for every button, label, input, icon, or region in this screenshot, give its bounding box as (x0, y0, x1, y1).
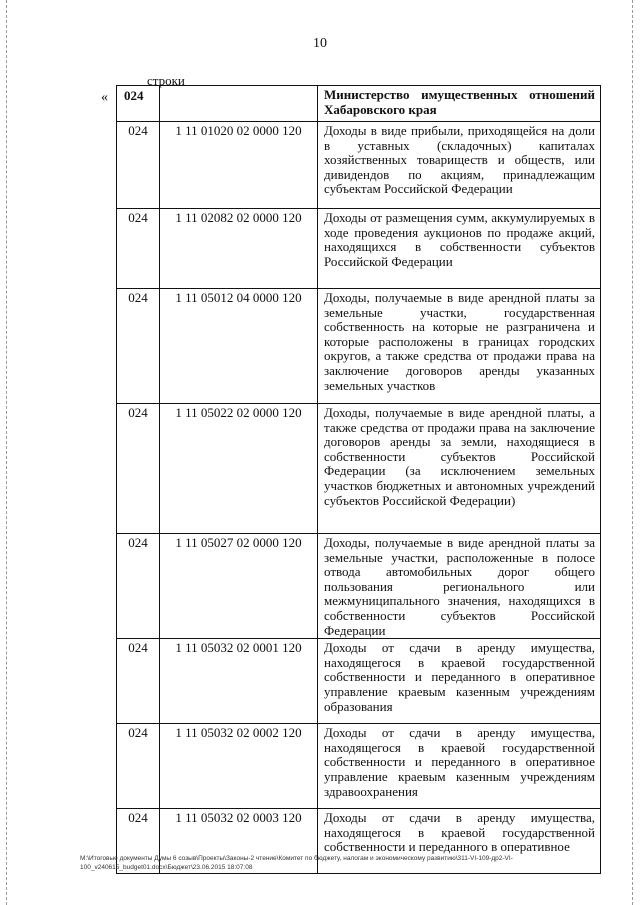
revenue-description-cell: Доходы, получаемые в виде арендной платы за земельные участки, расположенные в полосе отвода автомобильных дорог общего пользования регионального или межмуниципального значения, находящихся в собственности субъектов Российской Федерации (318, 534, 601, 639)
table-header-row (117, 86, 601, 122)
scan-edge-left (6, 0, 8, 905)
column-header-continuation: строки (147, 73, 185, 88)
header-ministry-name: Министерство имущественных отношений Хабаровского края (318, 86, 601, 122)
budget-code-cell: 1 11 02082 02 0000 120 (160, 209, 318, 289)
budget-code-cell: 1 11 05032 02 0001 120 (160, 639, 318, 724)
budget-code-cell: 1 11 05022 02 0000 120 (160, 404, 318, 534)
admin-code-cell: 024 (117, 639, 160, 724)
admin-code-cell: 024 (117, 724, 160, 809)
scan-edge-right (632, 0, 634, 905)
table-row (117, 724, 601, 809)
admin-code-cell: 024 (117, 289, 160, 404)
budget-code-cell: 1 11 05032 02 0002 120 (160, 724, 318, 809)
opening-quote-mark: « (101, 90, 108, 105)
header-admin-code: 024 (117, 86, 160, 122)
admin-code-cell: 024 (117, 122, 160, 209)
budget-code-cell: 1 11 05012 04 0000 120 (160, 289, 318, 404)
admin-code-cell: 024 (117, 534, 160, 639)
table-row (117, 289, 601, 404)
revenue-codes-table (116, 85, 601, 874)
revenue-description-cell: Доходы, получаемые в виде арендной платы за земельные участки, государственная собственность на которые не разграничена и которые расположены в границах городских округов, а также средства от продажи права на заключение договоров аренды указанных земельных участков (318, 289, 601, 404)
table-row (117, 534, 601, 639)
budget-code-cell: 1 11 01020 02 0000 120 (160, 122, 318, 209)
budget-code-cell: 1 11 05032 02 0003 120 (160, 809, 318, 874)
admin-code-cell: 024 (117, 209, 160, 289)
revenue-description-cell: Доходы от сдачи в аренду имущества, находящегося в краевой государственной собственности и переданного в оперативное управление краевым казенным учреждениям образования (318, 639, 601, 724)
revenue-description-cell: Доходы в виде прибыли, приходящейся на доли в уставных (складочных) капиталах хозяйственных товариществ и обществ, или дивидендов по акциям, принадлежащим субъектам Российской Федерации (318, 122, 601, 209)
table-row (117, 209, 601, 289)
table-row (117, 404, 601, 534)
document-file-path: M:\Итоговые документы Думы 6 созыв\Проекты\Законы-2 чтение\Комитет по бюджету, налогам и экономическому развитию\311-VI-109-др2-VI-100_v240615_budget01.docx\Бюджет\23.06.2015 18:07:08 (80, 855, 513, 871)
admin-code-cell: 024 (117, 404, 160, 534)
admin-code-cell: 024 (117, 809, 160, 874)
revenue-description-cell: Доходы от сдачи в аренду имущества, находящегося в краевой государственной собственности и переданного в оперативное управление краевым казенным учреждениям здравоохранения (318, 724, 601, 809)
header-budget-code (160, 86, 318, 122)
budget-code-cell: 1 11 05027 02 0000 120 (160, 534, 318, 639)
table-row (117, 639, 601, 724)
table-row (117, 122, 601, 209)
page-number: 10 (313, 36, 327, 51)
revenue-description-cell: Доходы от размещения сумм, аккумулируемых в ходе проведения аукционов по продаже акций, находящихся в собственности субъектов Российской Федерации (318, 209, 601, 289)
revenue-description-cell: Доходы от сдачи в аренду имущества, находящегося в краевой государственной собственности и переданного в оперативное (318, 809, 601, 874)
revenue-description-cell: Доходы, получаемые в виде арендной платы, а также средства от продажи права на заключение договоров аренды за земли, находящиеся в собственности субъектов Российской Федерации (за исключением земельных участков бюджетных и автономных учреждений субъектов Российской Федерации) (318, 404, 601, 534)
